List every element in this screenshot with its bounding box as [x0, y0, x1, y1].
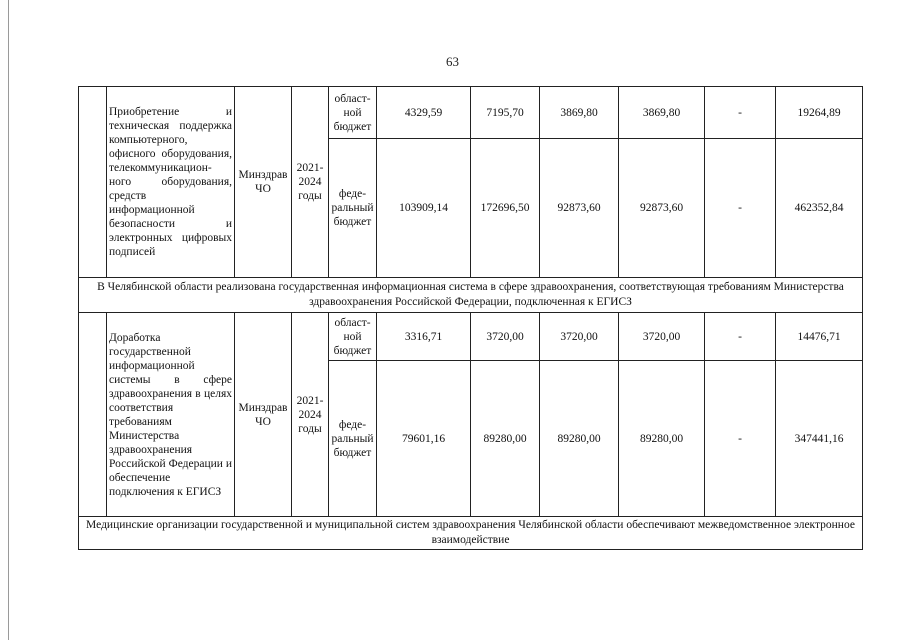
activity-name-cell: Доработка государственной информационной системы в сфере здравоохранения в целях соответствия требованиям Министерства здравоохранения Российской Федерации и обеспечение подключения к ЕГИСЗ [107, 313, 235, 517]
value-cell: 3720,00 [619, 313, 705, 361]
value-cell: - [705, 361, 776, 517]
value-cell: 4329,59 [377, 87, 471, 139]
page-number: 63 [446, 54, 459, 69]
value-cell: 3720,00 [471, 313, 540, 361]
table-row [79, 517, 863, 550]
empty-index-cell [79, 87, 107, 278]
value-cell: 172696,50 [471, 139, 540, 278]
value-cell: 92873,60 [619, 139, 705, 278]
page-left-edge-line [8, 0, 9, 640]
funding-source-cell: област-ной бюджет [329, 313, 377, 361]
value-cell: 3869,80 [619, 87, 705, 139]
total-cell: 347441,16 [776, 361, 863, 517]
value-cell: - [705, 87, 776, 139]
table-row [79, 313, 863, 361]
value-cell: 3316,71 [377, 313, 471, 361]
total-cell: 14476,71 [776, 313, 863, 361]
period-cell: 2021-2024 годы [292, 313, 329, 517]
funding-source-cell: област-ной бюджет [329, 87, 377, 139]
value-cell: 89280,00 [471, 361, 540, 517]
result-note-row: Медицинские организации государственной и муниципальной систем здравоохранения Челябинской области обеспечивают межведомственное электронное взаимодействие [79, 517, 863, 550]
value-cell: 3869,80 [540, 87, 619, 139]
total-cell: 462352,84 [776, 139, 863, 278]
funding-source-cell: феде-ральный бюджет [329, 361, 377, 517]
empty-index-cell [79, 313, 107, 517]
value-cell: - [705, 313, 776, 361]
total-cell: 19264,89 [776, 87, 863, 139]
value-cell: 7195,70 [471, 87, 540, 139]
executor-cell: Минздрав ЧО [235, 87, 292, 278]
value-cell: - [705, 139, 776, 278]
value-cell: 103909,14 [377, 139, 471, 278]
executor-cell: Минздрав ЧО [235, 313, 292, 517]
result-note-row: В Челябинской области реализована государственная информационная система в сфере здравоохранения, соответствующая требованиям Министерства здравоохранения Российской Федерации, подключенная к ЕГИСЗ [79, 278, 863, 313]
value-cell: 92873,60 [540, 139, 619, 278]
funding-source-cell: феде-ральный бюджет [329, 139, 377, 278]
value-cell: 3720,00 [540, 313, 619, 361]
table-row [79, 87, 863, 139]
period-cell: 2021-2024 годы [292, 87, 329, 278]
value-cell: 79601,16 [377, 361, 471, 517]
value-cell: 89280,00 [619, 361, 705, 517]
activity-name-cell: Приобретение и техническая поддержка компьютерного, офисного оборудования, телекоммуникацион-ного оборудования, средств информационной безопасности и электронных цифровых подписей [107, 87, 235, 278]
financing-table [78, 86, 863, 550]
table-row [79, 278, 863, 313]
value-cell: 89280,00 [540, 361, 619, 517]
